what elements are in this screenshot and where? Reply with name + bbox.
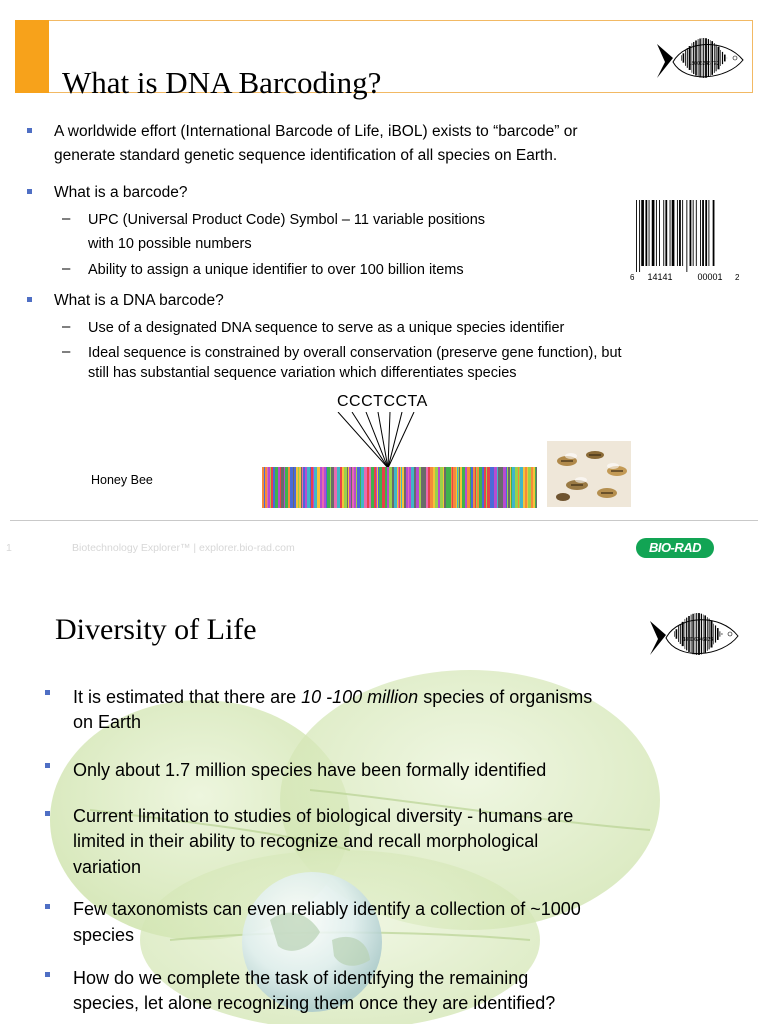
bullet-text: on Earth: [73, 712, 142, 732]
bullet-text: What is a DNA barcode?: [54, 292, 224, 309]
bullet-text: Only about 1.7 million species have been formally identified: [73, 760, 547, 780]
bullet-text: What is a barcode?: [54, 184, 188, 201]
footer-text: Biotechnology Explorer™ | explorer.bio-rad.com: [72, 542, 295, 554]
upc-digit-first: 6: [630, 273, 635, 282]
bullet-text: variation: [73, 857, 142, 877]
honey-bee-photo: [547, 441, 631, 507]
sub-bullet-text: with 10 possible numbers: [88, 236, 252, 252]
upc-digits-right: 00001: [697, 272, 723, 282]
bullet-text-part: species of organisms: [418, 687, 593, 707]
sub-bullet-text: UPC (Universal Product Code) Symbol – 11 variable positions: [88, 212, 486, 228]
sub-bullet-text: Use of a designated DNA sequence to serve as a unique species identifier: [88, 320, 565, 336]
footer-divider: [10, 520, 758, 521]
upc-digit-last: 2: [735, 273, 740, 282]
slide-diversity-of-life: [0, 575, 768, 1024]
slide-title: Diversity of Life: [55, 613, 257, 646]
sub-bullet-text: Ability to assign a unique identifier to over 100 billion items: [88, 262, 464, 278]
bullet-text: [73, 685, 592, 710]
bullet-marker: [27, 189, 32, 194]
bullet-marker: [45, 904, 50, 909]
slide-title: What is DNA Barcoding?: [62, 65, 382, 100]
bullet-marker: [45, 690, 50, 695]
bullet-marker: [45, 763, 50, 768]
upc-barcode-image: [630, 198, 742, 283]
species-label: Honey Bee: [91, 473, 153, 487]
sequence-pointer-lines: [330, 412, 440, 470]
dna-barcode-strip: [262, 467, 537, 508]
bio-rad-logo: BIO-RAD: [636, 538, 714, 558]
sub-bullet-dash: –: [62, 260, 71, 277]
bullet-text: A worldwide effort (International Barcode of Life, iBOL) exists to “barcode” or: [54, 123, 578, 140]
bullet-text: Current limitation to studies of biological diversity - humans are: [73, 806, 574, 826]
bullet-text: limited in their ability to recognize and recall morphological: [73, 831, 539, 851]
sub-bullet-text: still has substantial sequence variation which differentiates species: [88, 365, 517, 381]
upc-digits-left: 14141: [647, 272, 673, 282]
bullet-text: species: [73, 925, 135, 945]
bullet-text: generate standard genetic sequence identification of all species on Earth.: [54, 147, 558, 164]
bullet-text-part: It is estimated that there are: [73, 687, 302, 707]
sub-bullet-dash: –: [62, 210, 71, 227]
fish-code-text: 18006246723: [688, 61, 720, 67]
bullet-list: [0, 575, 768, 1024]
slide-number: 1: [6, 542, 12, 554]
sub-bullet-dash: –: [62, 318, 71, 335]
bullet-text: species, let alone recognizing them once they are identified?: [73, 993, 556, 1013]
bullet-marker: [27, 297, 32, 302]
sub-bullet-text: Ideal sequence is constrained by overall conservation (preserve gene function), but: [88, 345, 622, 361]
bullet-marker: [45, 972, 50, 977]
bullet-text: Few taxonomists can even reliably identify a collection of ~1000: [73, 899, 581, 919]
bullet-marker: [45, 811, 50, 816]
sub-bullet-dash: –: [62, 343, 71, 360]
fish-code-text: 18006246723: [682, 637, 714, 643]
bullet-marker: [27, 128, 32, 133]
bullet-text: How do we complete the task of identifying the remaining: [73, 968, 529, 988]
dna-sequence-label: CCCTCCTA: [337, 393, 428, 410]
bullet-emphasis: 10 -100 million: [301, 687, 419, 707]
